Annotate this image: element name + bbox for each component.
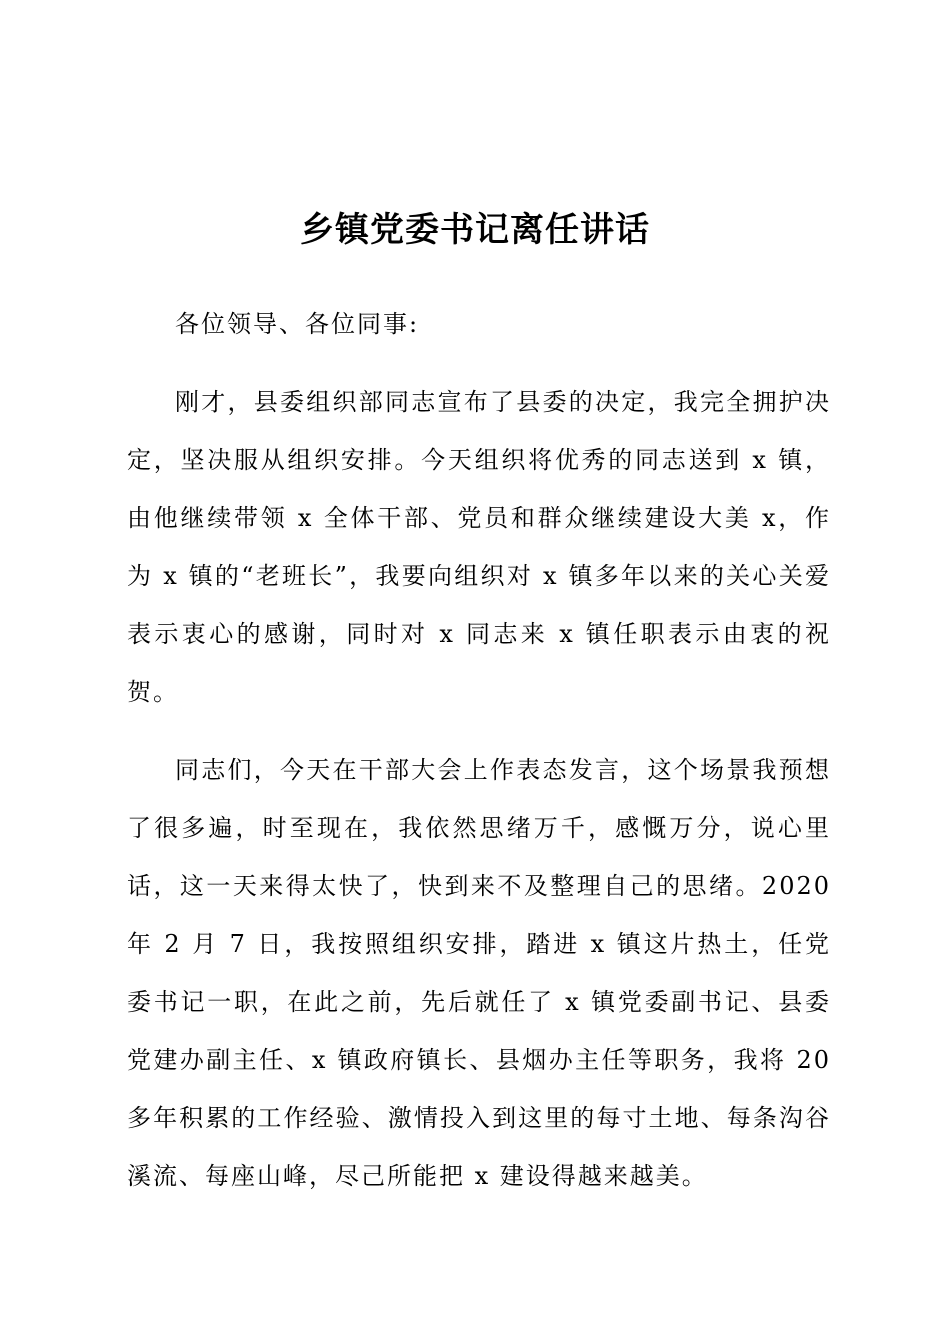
document-title: 乡镇党委书记离任讲话 <box>300 210 650 250</box>
paragraph-2: 同志们，今天在干部大会上作表态发言，这个场景我预想了很多遍，时至现在，我依然思绪万千，感慨万分，说心里话，这一天来得太快了，快到来不及整理自己的思绪。2020 年 2 月 7 日，我按照组织安排，踏进 x 镇这片热土，任党委书记一职，在此之前，先后就任了 x 镇党委副书记、县委党建办副主任、x 镇政府镇长、县烟办主任等职务，我将 20 多年积累的工作经验、激情投入到这里的每寸土地、每条沟谷溪流、每座山峰，尽己所能把 x 建设得越来越美。 <box>127 756 831 1190</box>
document-body <box>127 295 831 1225</box>
paragraph-1: 刚才，县委组织部同志宣布了县委的决定，我完全拥护决定，坚决服从组织安排。今天组织将优秀的同志送到 x 镇，由他继续带领 x 全体干部、党员和群众继续建设大美 x，作为 x 镇的“老班长”，我要向组织对 x 镇多年以来的关心关爱表示衷心的感谢，同时对 x 同志来 x 镇任职表示由衷的祝贺。 <box>127 388 831 706</box>
salutation: 各位领导、各位同事: <box>175 310 420 338</box>
